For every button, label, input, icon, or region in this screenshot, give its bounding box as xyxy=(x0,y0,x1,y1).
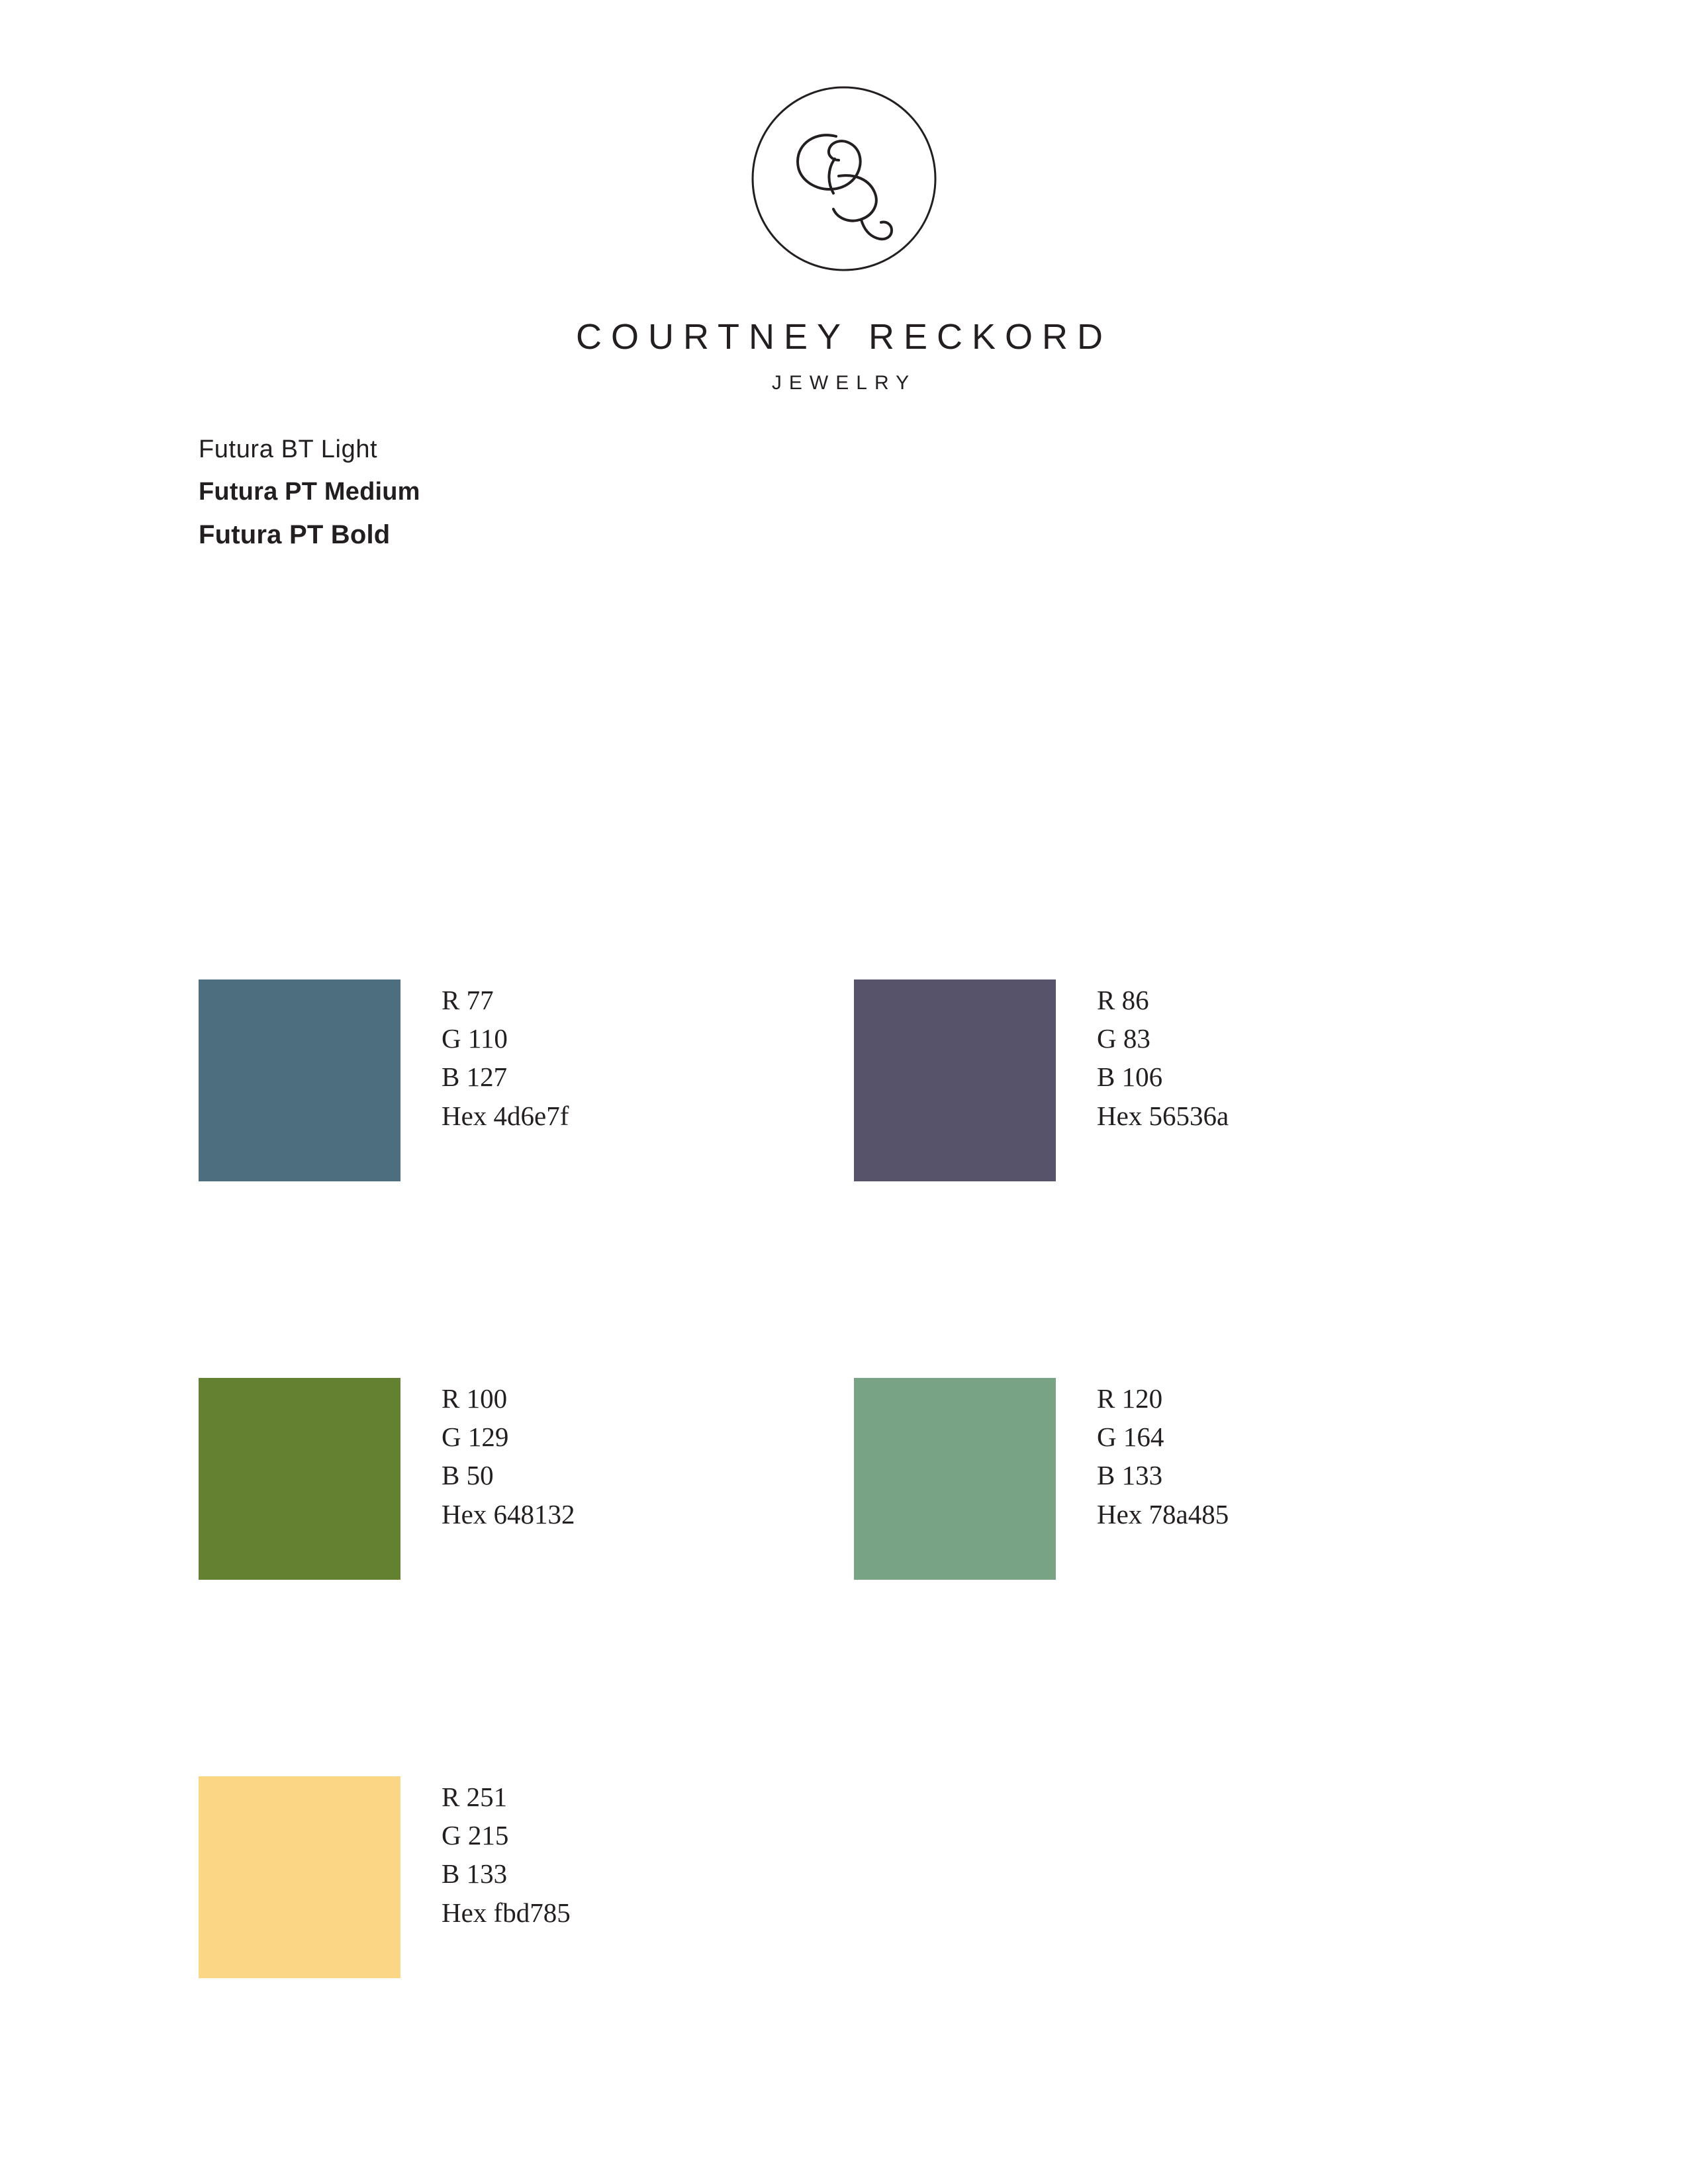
color-values xyxy=(1097,979,1229,1135)
color-hex-value: Hex 648132 xyxy=(442,1498,575,1529)
brand-sub-wordmark: JEWELRY xyxy=(771,372,917,394)
color-b-value: B 106 xyxy=(1097,1062,1163,1093)
color-hex-value: Hex 56536a xyxy=(1097,1100,1229,1131)
swatch-row xyxy=(199,1378,1489,1580)
brand-wordmark: COURTNEY RECKORD xyxy=(575,317,1113,357)
color-chip xyxy=(854,1378,1056,1580)
font-specimen-light: Futura BT Light xyxy=(199,435,378,463)
color-values xyxy=(442,1776,571,1932)
color-g-value: G 164 xyxy=(1097,1422,1164,1453)
font-specimen-medium: Futura PT Medium xyxy=(199,478,420,506)
color-r-value: R 100 xyxy=(442,1383,508,1414)
color-hex-value: Hex 78a485 xyxy=(1097,1498,1229,1529)
color-b-value: B 133 xyxy=(1097,1460,1163,1491)
swatch-cell-sage-green xyxy=(854,1378,1450,1580)
color-values xyxy=(442,1378,575,1533)
swatch-cell-slate-blue xyxy=(199,979,794,1181)
swatch-cell-golden-yellow xyxy=(199,1776,794,1978)
cr-monogram-circle-icon xyxy=(738,79,950,291)
color-r-value: R 77 xyxy=(442,985,494,1015)
swatch-row xyxy=(199,1776,1489,1978)
color-values xyxy=(1097,1378,1229,1533)
swatch-row xyxy=(199,979,1489,1181)
color-b-value: B 127 xyxy=(442,1062,508,1093)
color-chip xyxy=(199,1378,400,1580)
color-r-value: R 120 xyxy=(1097,1383,1163,1414)
typography-specimen-list xyxy=(199,437,993,548)
swatch-cell-olive-green xyxy=(199,1378,794,1580)
brand-logo-block xyxy=(0,79,1688,394)
swatch-cell-muted-purple xyxy=(854,979,1450,1181)
color-hex-value: Hex fbd785 xyxy=(442,1897,571,1928)
color-b-value: B 50 xyxy=(442,1460,494,1491)
color-g-value: G 215 xyxy=(442,1820,509,1851)
color-palette-grid xyxy=(199,979,1489,1978)
color-r-value: R 251 xyxy=(442,1782,508,1812)
color-chip xyxy=(854,979,1056,1181)
color-g-value: G 83 xyxy=(1097,1023,1150,1054)
color-values xyxy=(442,979,569,1135)
color-chip xyxy=(199,1776,400,1978)
color-hex-value: Hex 4d6e7f xyxy=(442,1100,569,1131)
color-g-value: G 110 xyxy=(442,1023,508,1054)
color-r-value: R 86 xyxy=(1097,985,1149,1015)
color-b-value: B 133 xyxy=(442,1858,508,1889)
color-g-value: G 129 xyxy=(442,1422,509,1453)
color-chip xyxy=(199,979,400,1181)
font-specimen-bold: Futura PT Bold xyxy=(199,520,391,549)
